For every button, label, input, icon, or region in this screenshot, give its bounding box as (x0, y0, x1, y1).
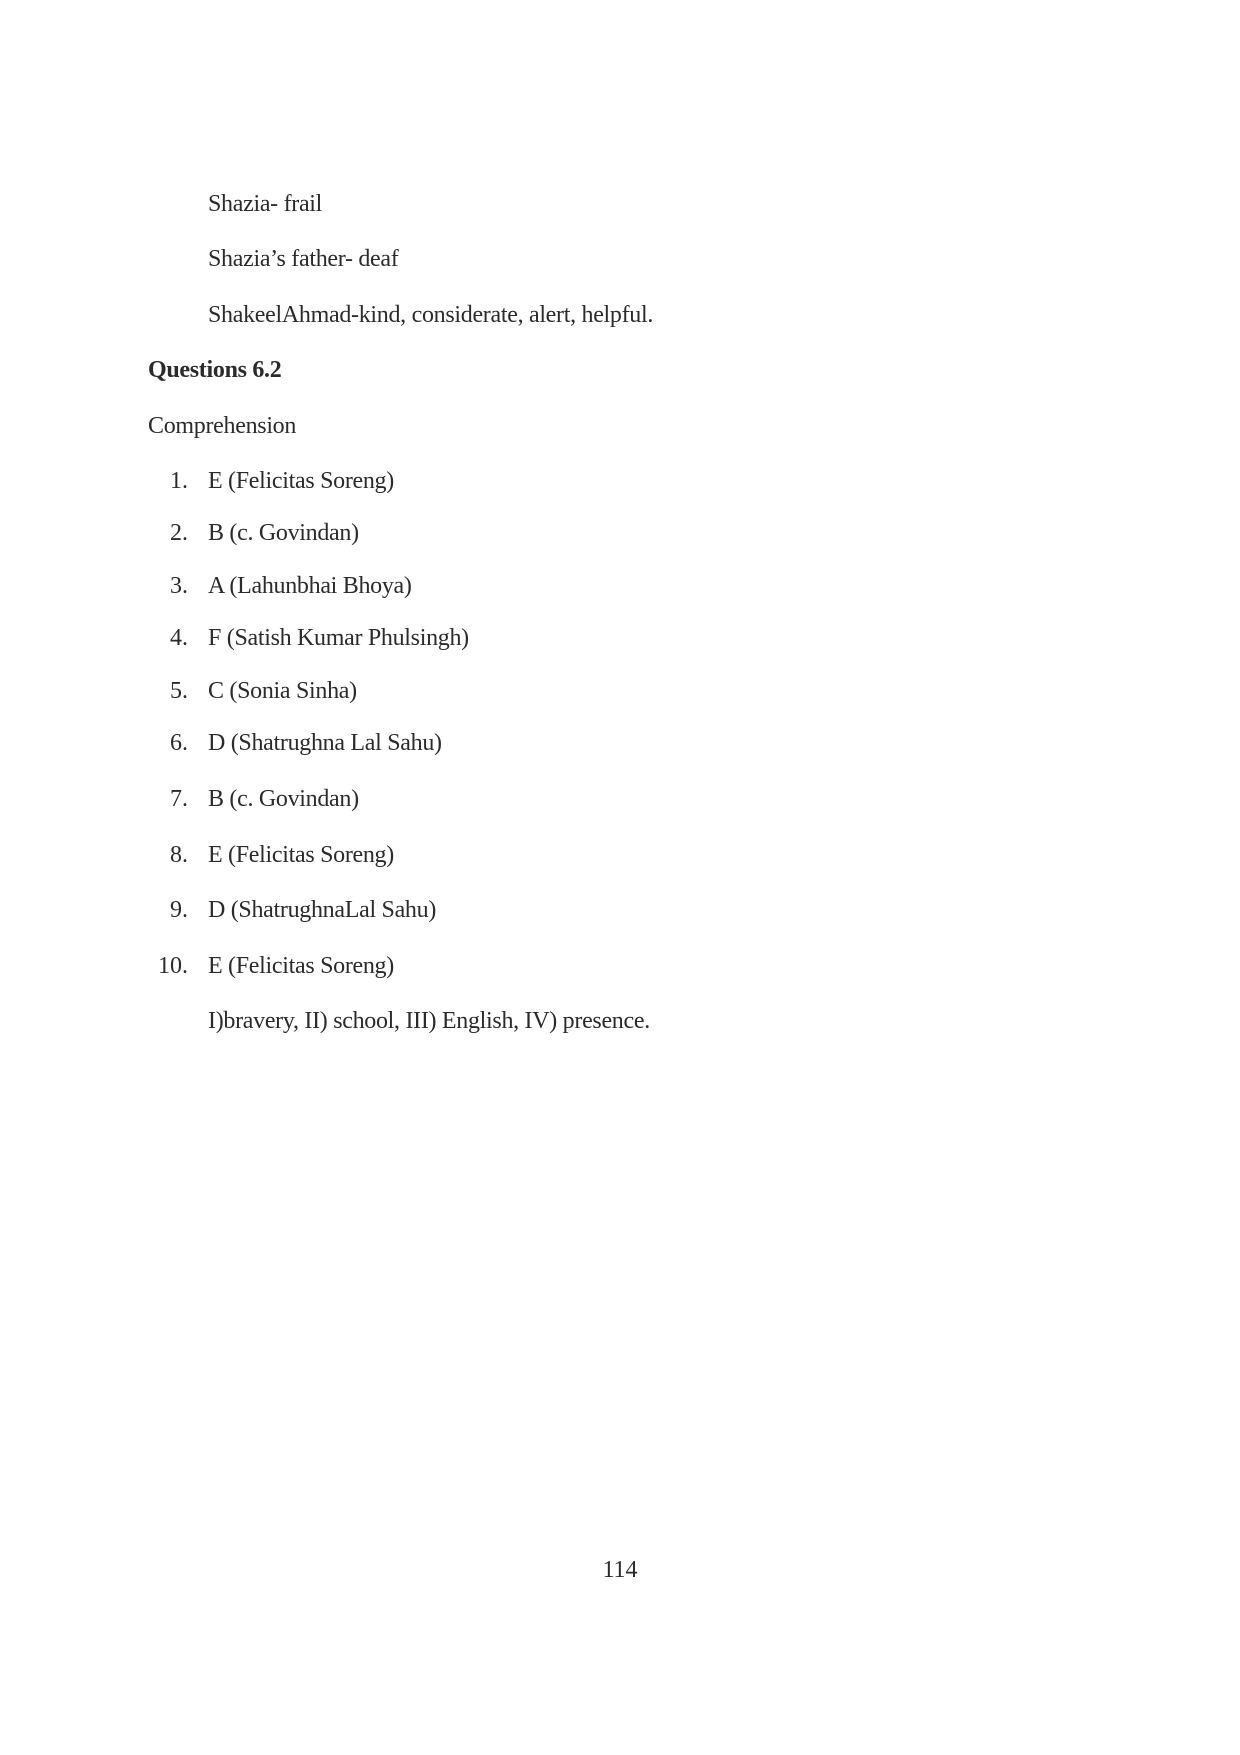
item-number: 9. (170, 897, 188, 923)
item-text: C (Sonia Sinha) (208, 678, 357, 704)
item-text: D (ShatrughnaLal Sahu) (208, 897, 437, 923)
item-number: 2. (170, 520, 188, 546)
item-number: 7. (170, 786, 188, 812)
item-text: E (Felicitas Soreng) (208, 842, 394, 868)
item-number: 8. (170, 842, 188, 868)
item-number: 3. (170, 573, 188, 599)
item-text: F (Satish Kumar Phulsingh) (208, 625, 469, 651)
item-text: E (Felicitas Soreng) (208, 953, 394, 979)
item-text: D (Shatrughna Lal Sahu) (208, 730, 442, 756)
character-line-father: Shazia’s father- deaf (208, 246, 399, 272)
character-line-shazia: Shazia- frail (208, 191, 323, 217)
item-number: 6. (170, 730, 188, 756)
item-number: 5. (170, 678, 188, 704)
item-text: E (Felicitas Soreng) (208, 468, 394, 494)
item-number: 4. (170, 625, 188, 651)
item-text: A (Lahunbhai Bhoya) (208, 573, 412, 599)
fill-in-answers: I)bravery, II) school, III) English, IV) presence. (208, 1008, 650, 1034)
character-line-shakeel: ShakeelAhmad-kind, considerate, alert, helpful. (208, 302, 654, 328)
section-heading: Questions 6.2 (148, 357, 282, 383)
item-text: B (c. Govindan) (208, 520, 359, 546)
item-text: B (c. Govindan) (208, 786, 359, 812)
page-number: 114 (602, 1557, 638, 1583)
item-number: 10. (158, 953, 188, 979)
item-number: 1. (170, 468, 188, 494)
subheading: Comprehension (148, 413, 297, 439)
